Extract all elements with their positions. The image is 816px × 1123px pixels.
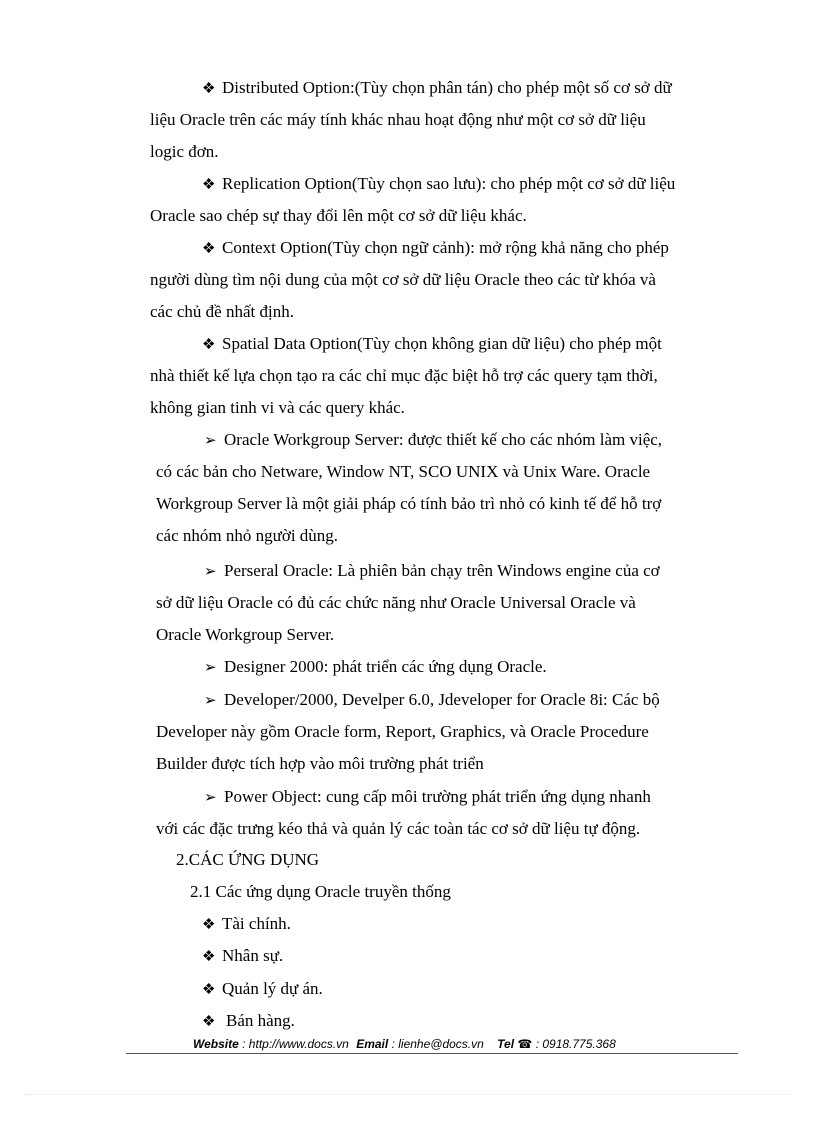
arrow-bullet-icon: ➢ [204,433,217,449]
text-line: Spatial Data Option(Tùy chọn không gian dữ liệu) cho phép một [222,334,662,353]
diamond-bullet-icon: ❖ [202,241,216,257]
text-line: Developer/2000, Develper 6.0, Jdeveloper for Oracle 8i: Các bộ [224,690,660,709]
tel-label: Tel [497,1037,515,1051]
list-item [202,1005,295,1037]
paragraph-spatial-data-option [150,328,662,424]
arrow-bullet-icon: ➢ [204,790,217,806]
tel-value: : 0918.775.368 [535,1037,616,1051]
paragraph-power-object [156,781,651,845]
email-link[interactable]: : lienhe@docs.vn [391,1037,484,1051]
diamond-bullet-icon: ❖ [202,1014,216,1030]
text-line: có các bản cho Netware, Window NT, SCO UNIX và Unix Ware. Oracle [156,462,651,481]
diamond-bullet-icon: ❖ [202,337,216,353]
list-item-label: Bán hàng. [226,1011,295,1030]
page-bottom-divider [24,1094,792,1095]
text-line: Developer này gồm Oracle form, Report, Graphics, và Oracle Procedure [156,722,649,741]
text-line: người dùng tìm nội dung của một cơ sở dữ liệu Oracle theo các từ khóa và [150,270,656,289]
text-line: Builder được tích hợp vào môi trường phát triển [156,754,484,773]
text-line: Designer 2000: phát triển các ứng dụng Oracle. [224,657,547,676]
list-item-label: Nhân sự. [222,946,284,965]
diamond-bullet-icon: ❖ [202,949,216,965]
website-link[interactable]: : http://www.docs.vn [242,1037,349,1051]
email-label: Email [356,1037,389,1051]
diamond-bullet-icon: ❖ [202,917,216,933]
website-label: Website [193,1037,239,1051]
phone-icon: ☎ [517,1037,533,1051]
text-line: Distributed Option:(Tùy chọn phân tán) cho phép một số cơ sở dữ [222,78,672,97]
text-line: Replication Option(Tùy chọn sao lưu): cho phép một cơ sở dữ liệu [222,174,676,193]
text-line: Context Option(Tùy chọn ngữ cảnh): mở rộng khả năng cho phép [222,238,669,257]
text-line: không gian tinh vi và các query khác. [150,398,405,417]
text-line: các chủ đề nhất định. [150,302,294,321]
text-line: Oracle Workgroup Server: được thiết kế cho các nhóm làm việc, [224,430,663,449]
list-item [202,973,323,1005]
list-item [202,908,291,940]
paragraph-developer-2000 [156,684,660,780]
text-line: liệu Oracle trên các máy tính khác nhau hoạt động như một cơ sở dữ liệu [150,110,646,129]
page-footer [193,1037,616,1051]
arrow-bullet-icon: ➢ [204,660,217,676]
text-line: Perseral Oracle: Là phiên bản chạy trên Windows engine của cơ [224,561,660,580]
paragraph-distributed-option [150,72,672,168]
text-line: Oracle sao chép sự thay đổi lên một cơ sở dữ liệu khác. [150,206,527,225]
text-line: Power Object: cung cấp môi trường phát triển ứng dụng nhanh [224,787,651,806]
paragraph-designer-2000 [156,651,547,683]
arrow-bullet-icon: ➢ [204,564,217,580]
list-item-label: Tài chính. [222,914,291,933]
list-item [202,940,283,972]
paragraph-replication-option [150,168,675,232]
paragraph-personal-oracle [156,555,660,651]
text-line: với các đặc trưng kéo thả và quản lý các toàn tác cơ sở dữ liệu tự động. [156,819,641,838]
text-line: các nhóm nhỏ người dùng. [156,526,339,545]
arrow-bullet-icon: ➢ [204,693,217,709]
text-line: nhà thiết kế lựa chọn tạo ra các chỉ mục đặc biệt hỗ trợ các query tạm thời, [150,366,658,385]
text-line: sở dữ liệu Oracle có đủ các chức năng như Oracle Universal Oracle và [156,593,636,612]
section-heading: 2.CÁC ỨNG DỤNG [176,850,320,869]
diamond-bullet-icon: ❖ [202,982,216,998]
subsection-heading: 2.1 Các ứng dụng Oracle truyền thống [190,882,451,901]
diamond-bullet-icon: ❖ [202,81,216,97]
text-line: logic đơn. [150,142,219,161]
footer-divider [126,1053,738,1054]
paragraph-context-option [150,232,669,328]
text-line: Workgroup Server là một giải pháp có tính bảo trì nhỏ có kinh tế để hỗ trợ [156,494,662,513]
list-item-label: Quản lý dự án. [222,979,323,998]
text-line: Oracle Workgroup Server. [156,625,335,644]
paragraph-workgroup-server [156,424,662,552]
diamond-bullet-icon: ❖ [202,177,216,193]
